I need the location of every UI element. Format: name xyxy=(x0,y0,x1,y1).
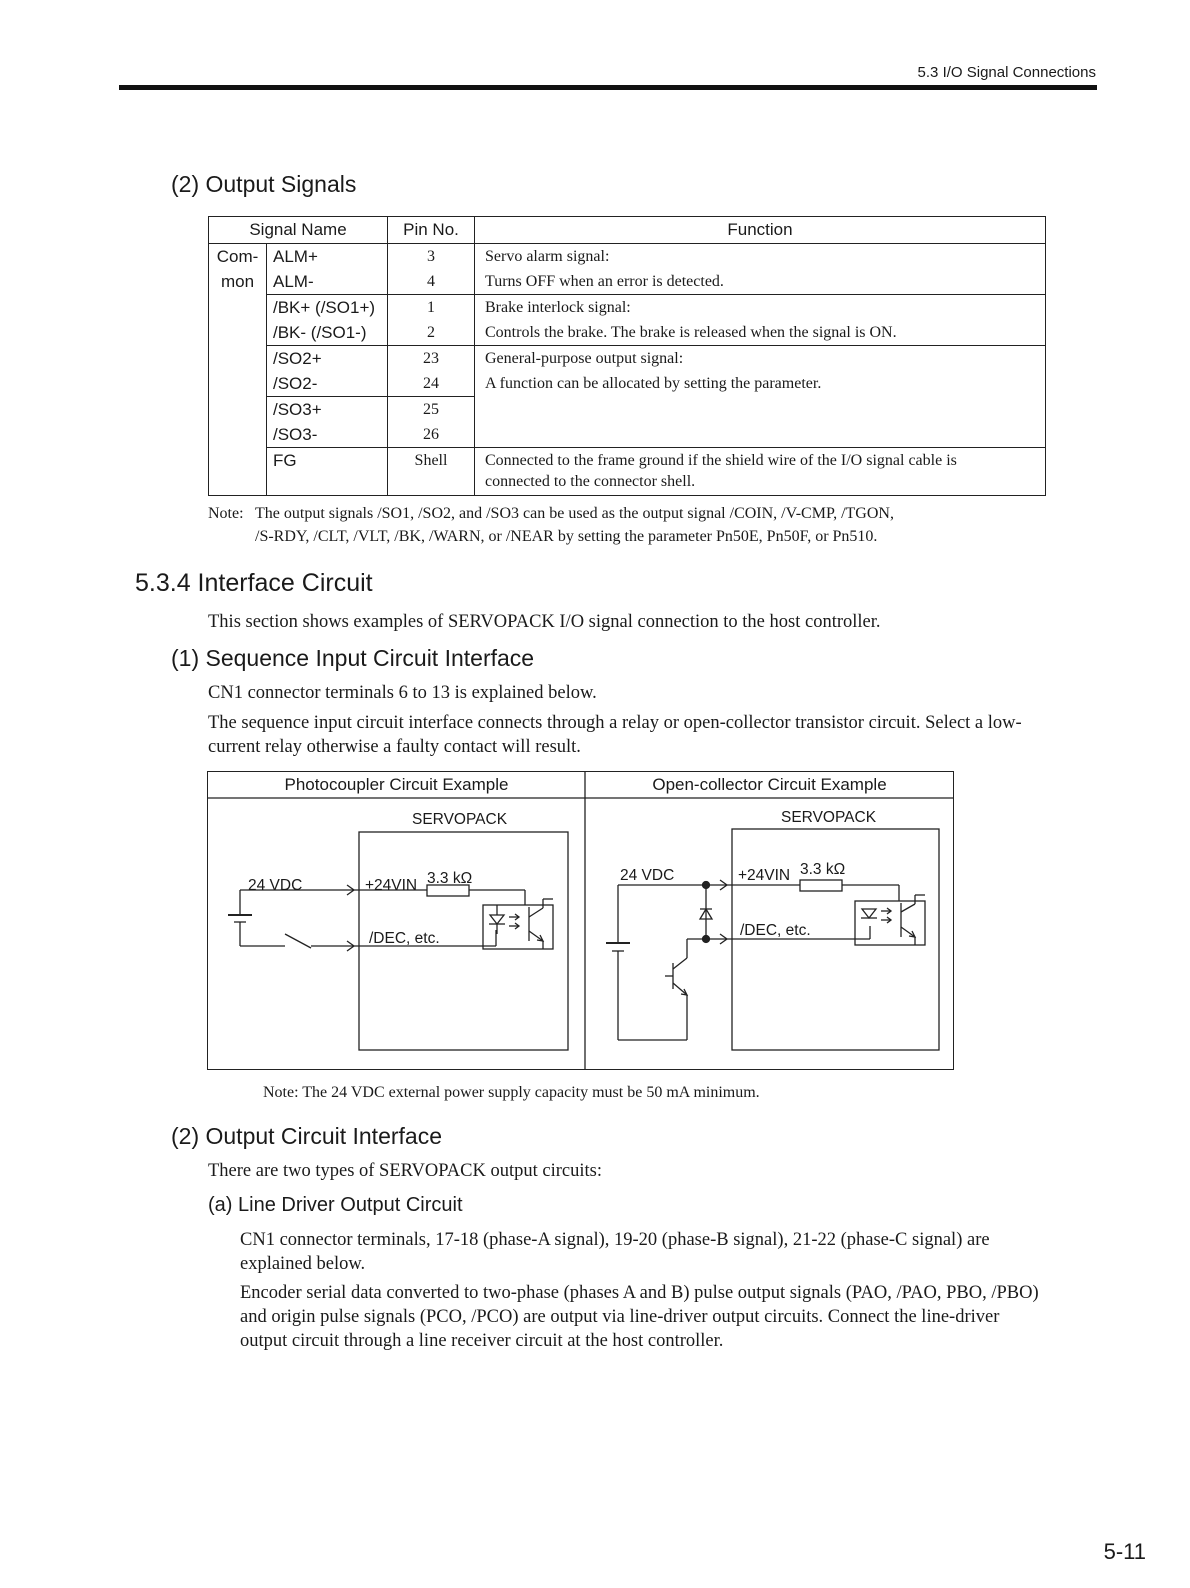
running-header: 5.3 I/O Signal Connections xyxy=(917,64,1096,81)
resistor-label-left: 3.3 kΩ xyxy=(426,869,472,887)
supply-label-left: 24 VDC xyxy=(247,876,302,894)
table-row xyxy=(209,244,1046,295)
output-circuit-p1: There are two types of SERVOPACK output circuits: xyxy=(208,1161,602,1181)
signal-name: /BK- (/SO1-) xyxy=(273,323,367,342)
interface-circuit-heading: 5.3.4 Interface Circuit xyxy=(135,569,373,597)
signal-name: ALM- xyxy=(273,272,314,291)
line-driver-p2-line2: and origin pulse signals (PCO, /PCO) are output via line-driver output circuits. Connect the line-driver xyxy=(240,1307,1000,1327)
pin-cell xyxy=(388,397,475,448)
function-text: Connected to the frame ground if the shield wire of the I/O signal cable is xyxy=(485,452,957,469)
pin-no: 3 xyxy=(427,248,435,265)
pin-cell xyxy=(388,346,475,397)
col-pin-no: Pin No. xyxy=(388,217,475,244)
signal-name: /SO3+ xyxy=(273,400,322,419)
pin-no: 24 xyxy=(423,375,439,392)
line-driver-p1-line1: CN1 connector terminals, 17-18 (phase-A signal), 19-20 (phase-B signal), 21-22 (phase-C signal) are xyxy=(240,1230,990,1250)
servopack-label-left: SERVOPACK xyxy=(411,810,507,828)
circuit-diagrams xyxy=(207,771,954,1070)
signal-name-cell xyxy=(267,448,388,496)
circuit-figure xyxy=(207,771,954,1070)
function-text: Controls the brake. The brake is released when the signal is ON. xyxy=(485,324,897,341)
signal-name-cell xyxy=(267,346,388,397)
function-cell xyxy=(475,295,1046,346)
col-function: Function xyxy=(475,217,1046,244)
output-signals-note-label: Note: xyxy=(208,505,244,522)
dec-label-left: /DEC, etc. xyxy=(368,929,440,947)
sequence-input-p2-line2: current relay otherwise a faulty contact will result. xyxy=(208,737,581,757)
common-label-line1: Com- xyxy=(216,247,259,266)
servopack-label-right: SERVOPACK xyxy=(780,808,876,826)
signal-name: /SO2- xyxy=(273,374,318,393)
pin-cell xyxy=(388,244,475,295)
function-cell xyxy=(475,244,1046,295)
pin-no: Shell xyxy=(414,452,448,469)
signal-name-cell xyxy=(267,244,388,295)
pin-cell xyxy=(388,295,475,346)
resistor-right xyxy=(800,880,842,891)
resistor-label-right: 3.3 kΩ xyxy=(799,860,845,878)
signal-name-cell xyxy=(267,295,388,346)
function-text: connected to the connector shell. xyxy=(485,473,696,490)
function-text: General-purpose output signal: xyxy=(485,350,684,367)
supply-label-right: 24 VDC xyxy=(619,866,674,884)
sequence-input-heading: (1) Sequence Input Circuit Interface xyxy=(171,645,535,671)
open-collector-title: Open-collector Circuit Example xyxy=(652,775,887,794)
interface-intro: This section shows examples of SERVOPACK I/O signal connection to the host controller. xyxy=(208,612,881,632)
common-cell xyxy=(209,244,267,496)
table-row xyxy=(209,295,1046,346)
pin-no: 4 xyxy=(427,273,435,290)
function-text: Turns OFF when an error is detected. xyxy=(485,273,724,290)
output-signals-note-line2: /S-RDY, /CLT, /VLT, /BK, /WARN, or /NEAR by setting the parameter Pn50E, Pn50F, or Pn510. xyxy=(255,528,878,545)
signal-name: /SO3- xyxy=(273,425,318,444)
pin-no: 25 xyxy=(423,401,439,418)
col-signal-name: Signal Name xyxy=(209,217,388,244)
vin-label-right: +24VIN xyxy=(737,866,790,884)
function-text: A function can be allocated by setting the parameter. xyxy=(485,375,822,392)
function-cell xyxy=(475,346,1046,448)
output-signals-note-line1: The output signals /SO1, /SO2, and /SO3 can be used as the output signal /COIN, /V-CMP, /TGON, xyxy=(255,505,894,522)
table-row xyxy=(209,346,1046,397)
function-cell xyxy=(475,448,1046,496)
signal-name: FG xyxy=(273,451,297,470)
output-circuit-heading: (2) Output Circuit Interface xyxy=(171,1123,442,1149)
header-rule xyxy=(119,85,1097,90)
function-text: Brake interlock signal: xyxy=(485,299,631,316)
line-driver-heading: (a) Line Driver Output Circuit xyxy=(208,1194,463,1216)
pin-no: 26 xyxy=(423,426,439,443)
pin-no: 2 xyxy=(427,324,435,341)
output-signals-heading: (2) Output Signals xyxy=(171,171,357,197)
signal-name-cell xyxy=(267,397,388,448)
page-number: 5-11 xyxy=(1103,1539,1146,1564)
pin-cell xyxy=(388,448,475,496)
pin-no: 1 xyxy=(427,299,435,316)
output-signals-table xyxy=(208,216,1046,496)
figure-note: Note: The 24 VDC external power supply capacity must be 50 mA minimum. xyxy=(263,1084,760,1101)
table-row xyxy=(209,448,1046,496)
line-driver-p2-line1: Encoder serial data converted to two-phase (phases A and B) pulse output signals (PAO, /PAO, PBO, /PBO) xyxy=(240,1283,1039,1303)
photocoupler-title: Photocoupler Circuit Example xyxy=(284,775,509,794)
common-label-line2: mon xyxy=(220,272,255,291)
function-text: Servo alarm signal: xyxy=(485,248,610,265)
sequence-input-p2-line1: The sequence input circuit interface connects through a relay or open-collector transistor circuit. Select a low- xyxy=(208,713,1022,733)
vin-label-left: +24VIN xyxy=(364,876,417,894)
pin-no: 23 xyxy=(423,350,439,367)
signal-name: /SO2+ xyxy=(273,349,322,368)
table-header-row xyxy=(209,217,1046,244)
signal-name: /BK+ (/SO1+) xyxy=(273,298,376,317)
dec-label-right: /DEC, etc. xyxy=(739,921,811,939)
switch-contact xyxy=(285,934,311,948)
line-driver-p2-line3: output circuit through a line receiver circuit at the host controller. xyxy=(240,1331,724,1351)
sequence-input-p1: CN1 connector terminals 6 to 13 is explained below. xyxy=(208,683,597,703)
signal-name: ALM+ xyxy=(273,247,318,266)
line-driver-p1-line2: explained below. xyxy=(240,1254,366,1274)
